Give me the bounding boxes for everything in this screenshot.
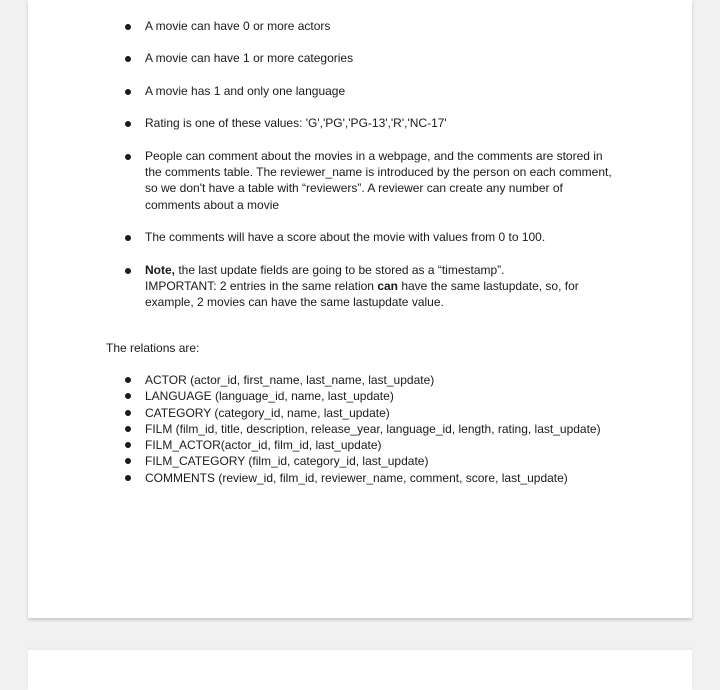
rule-text: A movie has 1 and only one language: [145, 84, 346, 98]
bullet-icon: [125, 475, 131, 481]
bullet-icon: [125, 377, 131, 383]
note-text: the last update fields are going to be stored as a “timestamp”.: [175, 263, 505, 277]
rule-text: The comments will have a score about the movie with values from 0 to 100.: [145, 230, 546, 244]
rule-text: [145, 262, 615, 311]
bullet-icon: [125, 393, 131, 399]
relation-text: FILM (film_id, title, description, release_year, language_id, length, rating, last_update): [145, 421, 601, 436]
rule-text: People can comment about the movies in a webpage, and the comments are stored in the comments table. The reviewer_name is introduced by the person on each comment, so we don't have a table with “reviewers”. A reviewer can create any number of comments about a movie: [145, 149, 612, 212]
document-page: [28, 0, 692, 618]
rule-text: A movie can have 1 or more categories: [145, 51, 354, 65]
relation-text: ACTOR (actor_id, first_name, last_name, last_update): [145, 373, 435, 387]
bullet-icon: [125, 426, 131, 432]
relation-text: CATEGORY (category_id, name, last_update): [145, 405, 390, 420]
bullet-icon: [125, 89, 131, 95]
important-text: IMPORTANT: 2 entries in the same relation: [145, 279, 378, 294]
bullet-icon: [125, 121, 131, 127]
bullet-icon: [125, 56, 131, 62]
bullet-icon: [125, 24, 131, 30]
relation-text: COMMENTS (review_id, film_id, reviewer_name, comment, score, last_update): [145, 470, 568, 485]
relation-text: LANGUAGE (language_id, name, last_update): [145, 389, 394, 404]
important-emphasis: can: [377, 279, 398, 294]
bullet-icon: [125, 154, 131, 160]
bullet-icon: [125, 458, 131, 464]
bullet-icon: [125, 268, 131, 274]
next-page: [28, 650, 692, 690]
relation-text: FILM_CATEGORY (film_id, category_id, last_update): [145, 454, 429, 469]
rule-text: Rating is one of these values: 'G','PG','PG-13','R','NC-17': [145, 116, 447, 130]
note-label: Note,: [145, 263, 175, 277]
bullet-icon: [125, 235, 131, 241]
relation-text: FILM_ACTOR(actor_id, film_id, last_update): [145, 438, 382, 453]
relations-heading: The relations are:: [106, 341, 200, 355]
rule-text: A movie can have 0 or more actors: [145, 19, 331, 33]
bullet-icon: [125, 442, 131, 448]
bullet-icon: [125, 410, 131, 416]
important-text-end: have the same lastupdate, so, for example, 2 movies can have the same lastupdate value.: [145, 279, 579, 310]
